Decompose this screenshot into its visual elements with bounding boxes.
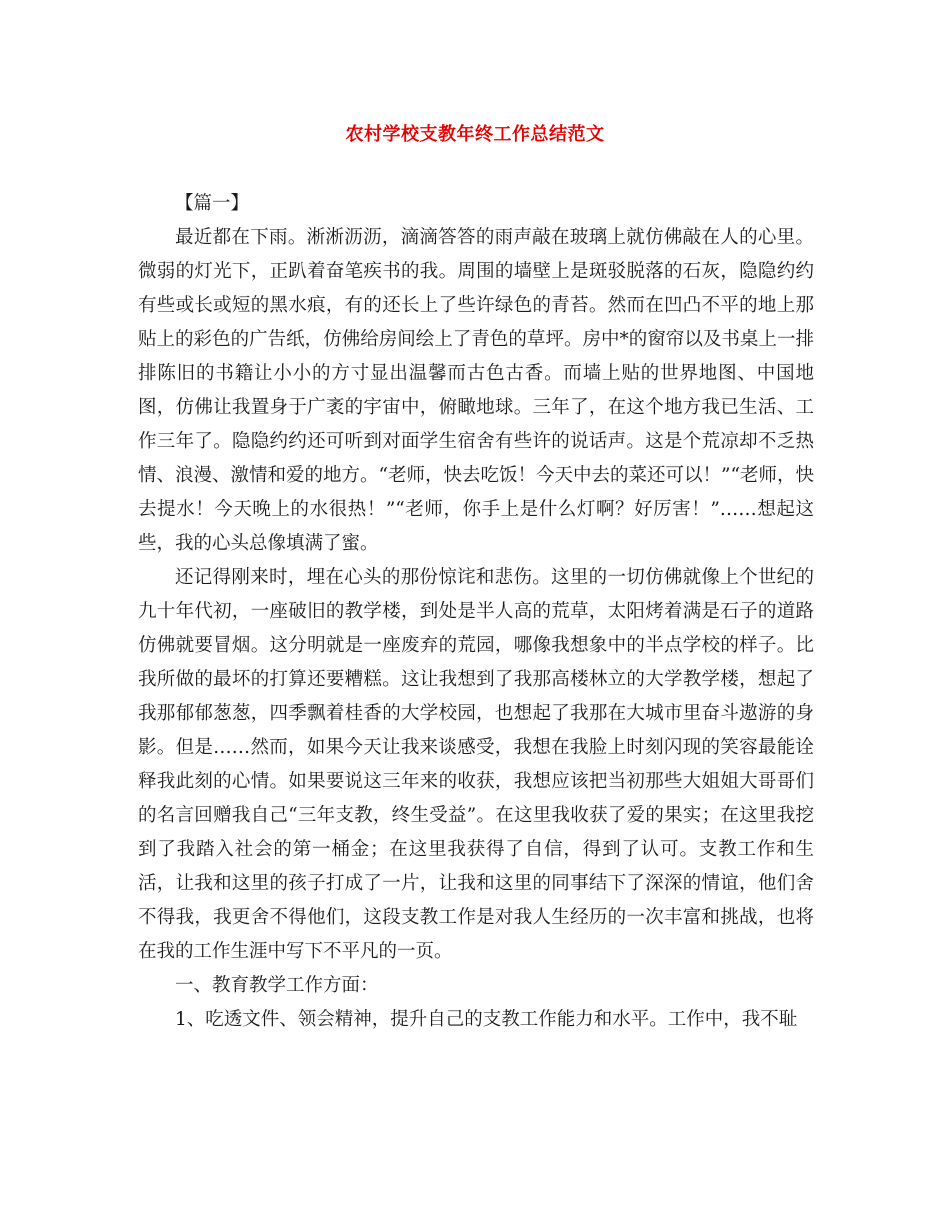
paragraph-rainy-room: 最近都在下雨。淅淅沥沥，滴滴答答的雨声敲在玻璃上就仿佛敲在人的心里。微弱的灯光下，正趴着奋笔疾书的我。周围的墙壁上是斑驳脱落的石灰，隐隐约约有些或长或短的黑水痕，有的还长上了些许绿色的青苔。然而在凹凸不平的地上那贴上的彩色的广告纸，仿佛给房间绘上了青色的草坪。房中*的窗帘以及书桌上一排排陈旧的书籍让小小的方寸显出温馨而古色古香。而墙上贴的世界地图、中国地图，仿佛让我置身于广袤的宇宙中，俯瞰地球。三年了，在这个地方我已生活、工作三年了。隐隐约约还可听到对面学生宿舍有些许的说话声。这是个荒凉却不乏热情、浪漫、激情和爱的地方。“老师，快去吃饭！今天中去的菜还可以！”“老师，快去提水！今天晚上的水很热！”“老师，你手上是什么灯啊？好厉害！”……想起这些，我的心头总像填满了蜜。 [138,227,814,554]
section-heading-teaching-work: 一、教育教学工作方面： [175,975,379,996]
document-body [138,187,814,1037]
paragraph-item-1: 1、吃透文件、领会精神，提升自己的支教工作能力和水平。工作中，我不耻 [175,1009,798,1030]
paragraph-first-arrival: 还记得刚来时，埋在心头的那份惊诧和悲伤。这里的一切仿佛就像上个世纪的九十年代初，一座破旧的教学楼，到处是半人高的荒草，太阳烤着满是石子的道路仿佛就要冒烟。这分明就是一座废弃的荒园，哪像我想象中的半点学校的样子。比我所做的最坏的打算还要糟糕。这让我想到了我那高楼林立的大学教学楼，想起了我那郁郁葱葱，四季飘着桂香的大学校园，也想起了我那在大城市里奋斗遨游的身影。但是……然而，如果今天让我来谈感受，我想在我脸上时刻闪现的笑容最能诠释我此刻的心情。如果要说这三年来的收获，我想应该把当初那些大姐姐大哥哥们的名言回赠我自己“三年支教，终生受益”。在这里我收获了爱的果实；在这里我挖到了我踏入社会的第一桶金；在这里我获得了自信，得到了认可。支教工作和生活，让我和这里的孩子打成了一片，让我和这里的同事结下了深深的情谊，他们舍不得我，我更舍不得他们，这段支教工作是对我人生经历的一次丰富和挑战，也将在我的工作生涯中写下不平凡的一页。 [138,567,814,962]
document-title: 农村学校支教年终工作总结范文 [345,124,605,145]
section-heading-part-one: 【篇一】 [175,193,250,214]
